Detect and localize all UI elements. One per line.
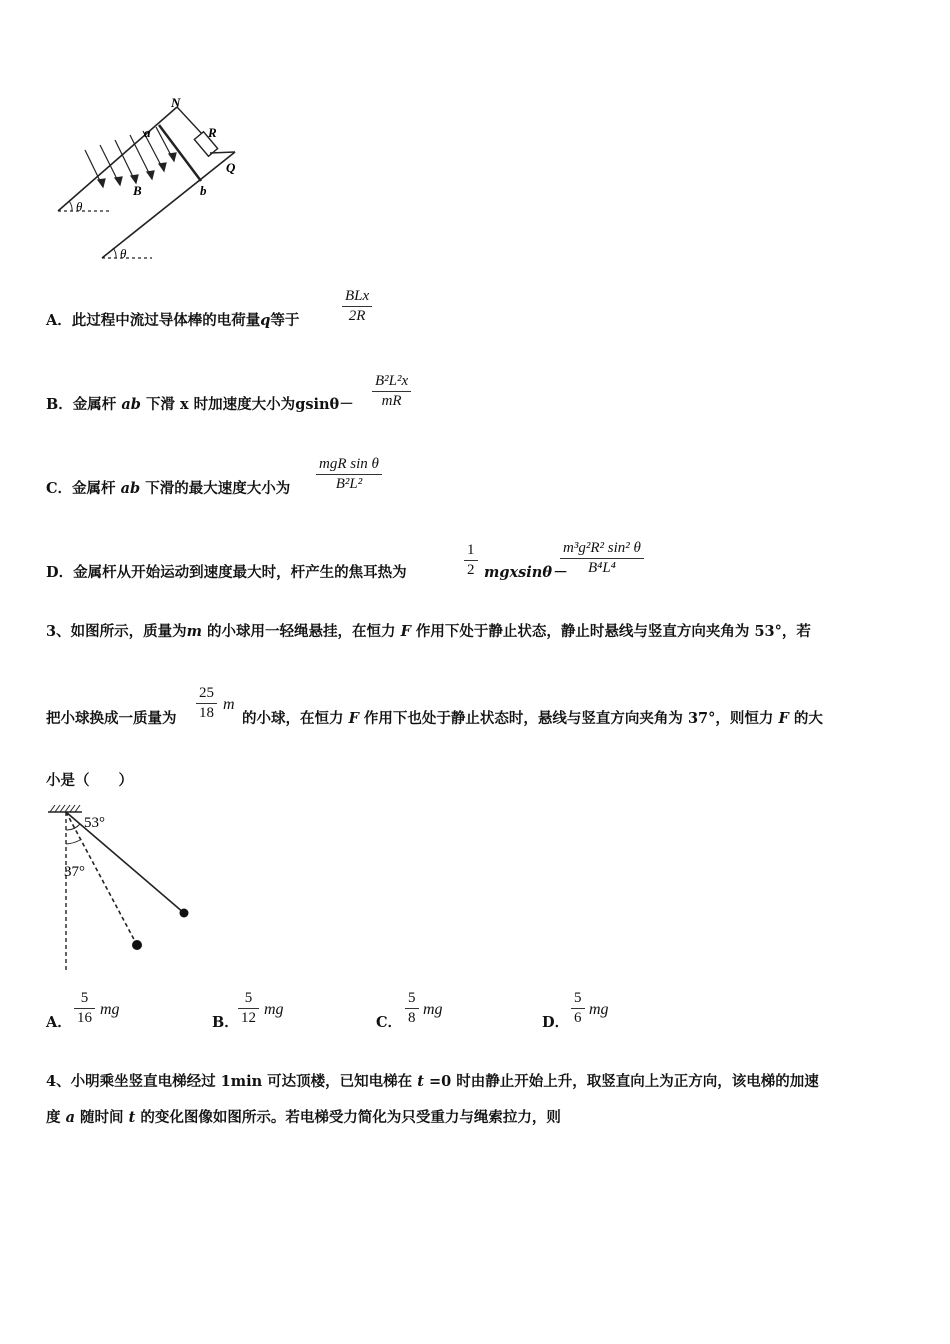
- option-d-fraction: m³g²R² sin² θ B⁴L⁴: [560, 539, 644, 578]
- label-R: R: [208, 125, 217, 140]
- option-d: D．金属杆从开始运动到速度最大时，杆产生的焦耳热为: [46, 564, 407, 581]
- option-d-expression: mgxsinθ－: [484, 564, 567, 581]
- q3-line2-rest: 的小球，在恒力 F 作用下也处于静止状态时，悬线与竖直方向夹角为 37°，则恒力 F 的大: [242, 710, 823, 727]
- label-Q: Q: [226, 160, 236, 175]
- q3-option-d-fraction: 5 6: [571, 989, 585, 1028]
- q3-option-c-fraction: 5 8: [405, 989, 419, 1028]
- option-b-fraction: B²L²x mR: [372, 372, 411, 411]
- q3-mass-fraction: 25 18: [196, 684, 217, 723]
- label-b: b: [200, 183, 207, 198]
- option-a: A．此过程中流过导体棒的电荷量q等于: [46, 312, 300, 329]
- ball-1: [180, 909, 189, 918]
- option-c-fraction: mgR sin θ B²L²: [316, 455, 382, 494]
- q3-option-c-label: C．: [376, 1014, 403, 1031]
- pendulum-figure: [44, 800, 204, 972]
- label-N: N: [171, 95, 181, 110]
- incline-magnetic-figure: [40, 95, 250, 270]
- q3-option-a-fraction: 5 16: [74, 989, 95, 1028]
- magnetic-field-arrows: [85, 127, 176, 187]
- q3-option-b-unit: mg: [264, 1001, 284, 1018]
- q3-mass-m: m: [223, 696, 235, 713]
- q3-line2-start: 把小球换成一质量为: [46, 710, 177, 727]
- q3-line3: 小是（ ）: [46, 772, 133, 789]
- q3-option-b-fraction: 5 12: [238, 989, 259, 1028]
- option-a-fraction: BLx 2R: [342, 287, 372, 326]
- q3-option-b-label: B．: [212, 1014, 239, 1031]
- q4-line1: 4、小明乘坐竖直电梯经过 1min 可达顶楼，已知电梯在 t =0 时由静止开始上升，取竖直向上为正方向，该电梯的加速: [46, 1073, 819, 1090]
- option-c: C．金属杆 ab 下滑的最大速度大小为: [46, 480, 291, 497]
- angle-37: 37°: [64, 864, 85, 880]
- option-b: B．金属杆 ab 下滑 x 时加速度大小为gsinθ－: [46, 396, 354, 413]
- q3-option-c-unit: mg: [423, 1001, 443, 1018]
- label-a: a: [144, 125, 151, 140]
- angle-53: 53°: [84, 815, 105, 831]
- ball-2: [132, 940, 142, 950]
- option-d-fraction-half: 1 2: [464, 541, 478, 580]
- q3-option-d-label: D．: [542, 1014, 570, 1031]
- label-theta-upper: θ: [76, 199, 83, 214]
- label-theta-lower: θ: [120, 246, 127, 261]
- label-B: B: [133, 183, 142, 198]
- q3-line1: 3、如图所示，质量为m 的小球用一轻绳悬挂，在恒力 F 作用下处于静止状态，静止时悬线与竖直方向夹角为 53°，若: [46, 623, 811, 640]
- q3-option-a-unit: mg: [100, 1001, 120, 1018]
- q4-line2: 度 a 随时间 t 的变化图像如图所示。若电梯受力简化为只受重力与绳索拉力，则: [46, 1109, 561, 1126]
- q3-option-a-label: A．: [46, 1014, 72, 1031]
- q3-option-d-unit: mg: [589, 1001, 609, 1018]
